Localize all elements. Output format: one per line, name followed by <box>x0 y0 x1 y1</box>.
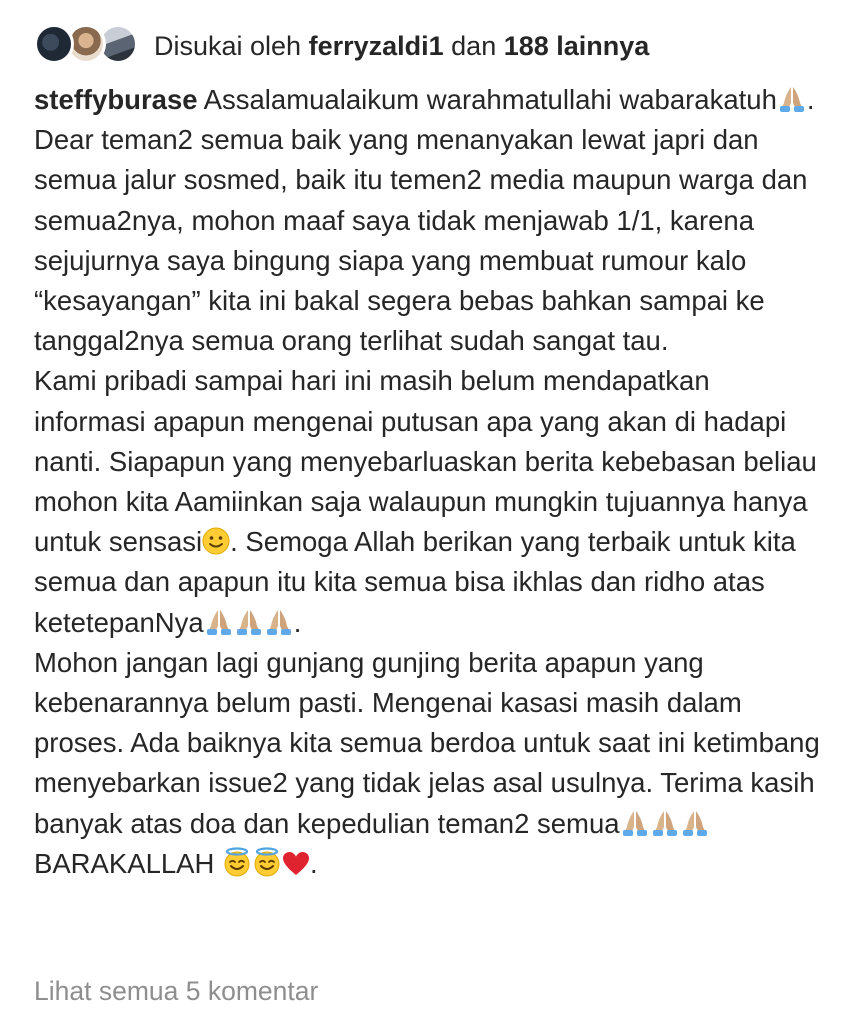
caption-text: BARAKALLAH <box>34 847 223 879</box>
folded-hands-icon <box>680 809 710 837</box>
view-all-comments-link[interactable]: Lihat semua 5 komentar <box>34 976 319 1006</box>
caption-paragraph <box>34 643 824 884</box>
halo-face-icon <box>222 847 252 877</box>
avatar[interactable] <box>34 24 74 64</box>
caption-text: Kami pribadi sampai hari ini masih belum mendapatkan informasi apapun mengenai putusan apa yang akan di hadapi nanti. Siapapun yang menyebarluaskan berita kebebasan beliau mohon kita Aamiinkan saja walaupun mungkin tujuannya hanya untuk sensasi <box>34 365 817 558</box>
caption-paragraph <box>34 80 824 120</box>
likes-summary[interactable] <box>154 22 649 70</box>
likes-row <box>34 22 649 70</box>
caption-text: Assalamualaikum warahmatullahi wabarakatuh <box>197 84 777 115</box>
caption-paragraph: Dear teman2 semua baik yang menanyakan lewat japri dan semua jalur sosmed, baik itu temen2 media maupun warga dan semua2nya, mohon maaf saya tidak menjawab 1/1, karena sejujurnya saya bingung siapa yang membuat rumour kalo “kesayangan” kita ini bakal segera bebas bahkan sampai ke tanggal2nya semua orang terlihat sudah sangat tau. <box>34 124 808 357</box>
folded-hands-icon <box>234 608 264 636</box>
likes-middle: dan <box>443 31 504 61</box>
folded-hands-icon <box>204 608 234 636</box>
folded-hands-icon <box>264 608 294 636</box>
likes-others-link[interactable]: 188 lainnya <box>503 31 650 61</box>
halo-face-icon <box>252 847 282 877</box>
liker-avatars[interactable] <box>34 24 146 68</box>
post-caption <box>34 80 824 884</box>
folded-hands-icon <box>650 809 680 837</box>
folded-hands-icon <box>620 809 650 837</box>
liker-username-link[interactable]: ferryzaldi1 <box>308 31 444 61</box>
caption-text: Mohon jangan lagi gunjang gunjing berita apapun yang kebenarannya belum pasti. Mengenai kasasi masih dalam proses. Ada baiknya kita semua berdoa untuk saat ini ketimbang menyebarkan issue2 yang tidak jelas asal usulnya. Terima kasih banyak atas doa dan kepedulian teman2 semua <box>34 646 820 839</box>
smiling-face-icon <box>202 527 230 555</box>
caption-username-link[interactable]: steffyburase <box>34 84 198 115</box>
caption-text: . <box>293 606 302 638</box>
caption-text: . <box>310 847 318 879</box>
likes-prefix: Disukai oleh <box>154 31 309 61</box>
folded-hands-icon <box>777 85 807 113</box>
red-heart-icon <box>282 851 310 877</box>
caption-paragraph <box>34 361 824 642</box>
caption-text: . Semoga Allah berikan yang terbaik untuk kita semua dan apapun itu kita semua bisa ikhlas dan ridho atas ketetepanNya <box>34 526 796 638</box>
caption-text: . <box>806 84 815 115</box>
